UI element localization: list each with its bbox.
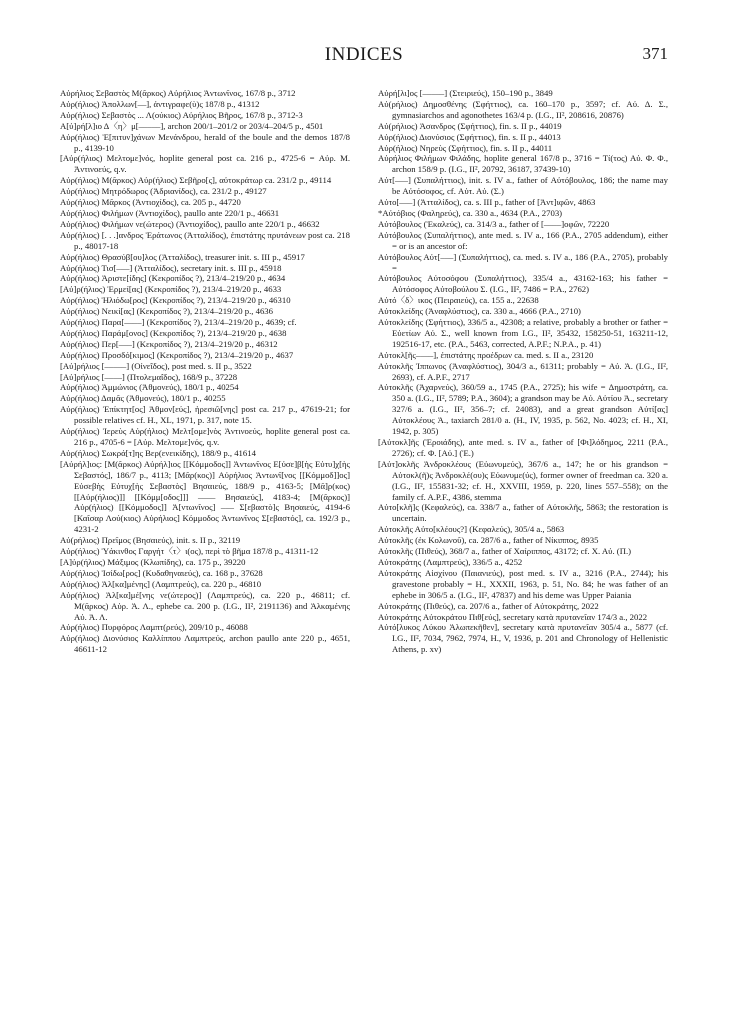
- index-entry: [Αὐρ(ήλιος) Μελτομε]νός, hoplite general post ca. 216 p., 4725-6 = Αὐρ. Μ. Ἀντινοεύς, q.v.: [60, 153, 350, 175]
- index-entry: Αὐρ(ήλιος) Ἡλιόδω[ρος] (Κεκροπίδος ?), 213/4–219/20 p., 46310: [60, 295, 291, 306]
- index-entry: Αὐρ(ήλιος) Δαμᾶς (Ἀθμονεύς), 180/1 p., 40255: [60, 393, 226, 404]
- index-entry: Αὐρήλιος Σεβαστὸς Μ(ᾶρκος) Αὐρήλιος Ἀντωνῖνος, 167/8 p., 3712: [60, 88, 296, 98]
- index-entry: Αὐρ(ήλιος) Φιλήμων (Ἀντιοχίδος), paullo ante 220/1 p., 46631: [60, 207, 280, 218]
- index-entry: Αὐρ(ήλιος) Ἰσίδω[ρος] (Κυδαθηναιεύς), ca. 168 p., 37628: [60, 567, 263, 578]
- running-head: INDICES: [324, 44, 404, 65]
- index-entry: Αὐρ(ήλιος) Νηρεὺς (Σφήττιος), fin. s. II p., 44011: [378, 142, 553, 153]
- index-entry: [Αὐρήλ]ιος: [Μ(ᾶρκος) Αὐρήλ]ιος [[Κόμμοδος]] Ἀντωνῖνος Ε[ὐσε]β[ὴς Εὐτυ]χ[ὴς Σεβαστός], 186/7 p., 4113; [Μᾶρ(κος)] Αὐρήλιος Ἀντωνῖ[νος [[Κόμμοδ]]ος] Εὐσεβὴς Εὐτυχ[ὴς Σεβαστὸς] Βησαιεύς, 188/9 p., 4163-5; [Μᾶ]ρ(κος) [[Αὐρ(ήλιος)]] [[Κόμμ[οδος]]] –––– Βησαιεύς], 4183-4; [Μ(ᾶρκος)] Αὐρ(ήλιος) [[Κόμμοδος]] Ἀ[ντωνῖνος] ––– Σ[εβαστὸ]ς Βησαιεύς, 4194-6 [Καῖσαρ Λού(κιος) Αὐρήλιος] Κόμμοδος Ἀντωνῖνος Σ[εβαστός], ca. 192/3 p., 4231-2: [60, 458, 350, 535]
- index-entry: Αὐτό[λυκος Λύκου Ἀλωπεκῆθεν], secretary κατὰ πρυτανεῖαν 305/4 a., 5877 (cf. I.G., II², 7034, 7962, 7974, H., V, 1936, p. 201 and Chronology of Hellenistic Athens, p. xv): [378, 622, 668, 655]
- index-entry: Αὐτοκλῆς (Πιθεύς), 368/7 a., father of Χαίριππος, 43172; cf. Χ. Αὐ. (Π.): [378, 546, 632, 557]
- index-entry: Αὐρ(ήλιος) Μητρόδωρος (Ἀδριανίδος), ca. 231/2 p., 49127: [60, 186, 267, 197]
- index-entry: Αὐρ(ήλιος) Σεβαστὸς ... Λ(ούκιος) Αὐρήλιος Βῆρος, 167/8 p., 3712-3: [60, 109, 303, 120]
- index-entry: Αὐρ(ήλιος) Ἀμμώνιος (Ἀθμονεύς), 180/1 p., 40254: [60, 382, 239, 393]
- page-header: [60, 44, 668, 78]
- index-entry: Αὐρή[λι]ος [–––––] (Στειριεύς), 150–190 p., 3849: [378, 88, 553, 98]
- index-entry: Αὐτ[–––] (Συπαλήττιος), init. s. IV a., father of Αὐτόβουλος, 186; the name may be Αὐτόσοφος, cf. Αὐτ. Αὐ. (Σ.): [378, 175, 668, 197]
- index-entry: Αὐρ(ήλιος) Ἀριστε[ίδης] (Κεκροπίδος ?), 213/4–219/20 p., 4634: [60, 273, 286, 284]
- index-entry: [Αὐ]ρήλιος [––––] (Πτολεμαΐδος), 168/9 p., 37228: [60, 371, 238, 382]
- index-entry: Αὐτοκράτης Αἰσχίνου (Παιανιεύς), post med. s. IV a., 3216 (P.A., 2744); his gravestone probably = H., XXXII, 1963, p. 51, No. 84; he was father of an ephebe in 306/5 a. (I.G., II², 47837) and his deme was Upper Paiania: [378, 567, 668, 600]
- index-entry: Αὐρ(ήλιος) Ἱερεὺς Αὐρ(ήλιος) Μελτ[ομε]νὸς Ἀντινοεύς, hoplite general post ca. 216 p., 4705-6 = [Αὐρ. Μελτομε]νός, q.v.: [60, 426, 350, 447]
- index-entry: Αὐρ(ήλιος) Διονύσιος Καλλίππου Λαμπτρεύς, archon paullo ante 220 p., 4651, 46611-12: [60, 633, 350, 655]
- index-entry: Αὐ(ρήλιος) Δημοσθένης (Σφήττιος), ca. 160–170 p., 3597; cf. Αὐ. Δ. Σ., gymnasiarchos and agonothetes 163/4 p. (I.G., II², 208616, 20876): [378, 98, 668, 120]
- index-entry: Αὐρ(ήλιος) Φιλήμων νε(ώτερος) (Ἀντιοχίδος), paullo ante 220/1 p., 46632: [60, 218, 320, 229]
- index-entry: Αὐρ(ήλιος) Ἀπολλων[––], ἀντιγραφε(ὺ)ς 187/8 p., 41312: [60, 98, 260, 109]
- index-entry: Αὐρ(ήλιος) [. . .]ανδρος Ἐράτωνος (Ἀτταλίδος), ἐπιστάτης πρυτάνεων post ca. 218 p., 48017-18: [60, 229, 350, 251]
- index-entry: Αὐτόβουλος (Συπαλήττιος), ante med. s. IV a., 166 (P.A., 2705 addendum), either = or is an ancestor of:: [378, 229, 668, 251]
- index-entry: Αὐτοκλῆς (ἐκ Κολωνοῦ), ca. 287/6 a., father of Νίκιππος, 8935: [378, 535, 599, 546]
- index-entry: Αὐρ(ήλιος) Ἐ[πιτυν]χάνων Μενάνδρου, herald of the boule and the demos 187/8 p., 4139-10: [60, 131, 350, 153]
- index-entry: Αὐρ(ήλιος) Μ(ᾶρκος) Αὐρ(ήλιος) Σεβῆρο[ς], αὐτοκράτωρ ca. 231/2 p., 49114: [60, 175, 332, 186]
- index-entry: Αὐρ(ήλιος) Πυρφόρος Λαμπτ(ρεύς), 209/10 p., 46088: [60, 622, 248, 633]
- index-entry: [Α]ὐρ(ήλιος) Μάξιμος (Κλωπίδης), ca. 175 p., 39220: [60, 556, 246, 567]
- index-entry: Αὐρ(ήλιος) Μᾶρκος (Ἀντιοχίδος), ca. 205 p., 44720: [60, 197, 241, 208]
- index-entry: Αὐτοκράτης (Πιθεύς), ca. 207/6 a., father of Αὐτοκράτης, 2022: [378, 600, 599, 611]
- index-entry: Αὐτόβουλος Αὐτ[–––] (Συπαλήττιος), ca. med. s. IV a., 186 (P.A., 2705), probably =: [378, 251, 668, 273]
- index-entry: Αὐτο[κλῆ]ς (Κεφαλεύς), ca. 338/7 a., father of Αὐτοκλῆς, 5863; the restoration is uncertain.: [378, 502, 668, 524]
- index-entry: [Αὐ]ρ(ήλιος) Ἑρμεί[ας] (Κεκροπίδος ?), 213/4–219/20 p., 4633: [60, 284, 282, 295]
- index-entry: Αὐτοκλ[ῆς––––], ἐπιστάτης προέδρων ca. med. s. II a., 23120: [378, 349, 594, 360]
- right-column: [378, 88, 668, 1013]
- index-entry: Αὐρ(ήλιος) Ὑάκινθος Γαργήτ〈τ〉ι(ος), περὶ τὸ βῆμα 187/8 p., 41311-12: [60, 546, 319, 557]
- index-entry: Αὐ(ρήλιος) Ἀσανδρος (Σφήττιος), fin. s. II p., 44019: [378, 120, 562, 131]
- index-entry: Αὐρήλιος Φιλήμων Φιλάδης, hoplite general 167/8 p., 3716 = Τί(τος) Αὐ. Φ. Φ., archon 158/9 p. (I.G., II², 20792, 36187, 37439-10): [378, 153, 668, 175]
- index-entry: Αὐτοκλῆς Αὐτο[κλέους?] (Κεφαλεύς), 305/4 a., 5863: [378, 524, 565, 535]
- index-entry: Αὐρ(ήλιος) Νεικί[ας] (Κεκροπίδος ?), 213/4–219/20 p., 4636: [60, 306, 273, 317]
- index-entry: *Αὐτόβιος (Φαληρεύς), ca. 330 a., 4634 (P.A., 2703): [378, 207, 563, 218]
- index-entry: Αὐτόβουλος Αὐτοσόφου (Συπαλήττιος), 335/4 a., 43162-163; his father = Αὐτόσοφος Αὐτοβούλου Σ. (I.G., II², 7486 = P.A., 2762): [378, 273, 668, 295]
- index-entry: Αὐτοκλῆς Ἱππωνος (Ἀναφλύστιος), 304/3 a., 61311; probably = Αὐ. Ἀ. (I.G., II², 2693), cf. A.P.F., 2717: [378, 360, 668, 382]
- index-entry: Αὐρ(ήλιος) Σωκρά[τ]ης Βερ(ενεικίδης), 188/9 p., 41614: [60, 447, 256, 458]
- left-column: [60, 88, 350, 1013]
- index-entry: Αὐρ(ήλιος) Παρα[––––] (Κεκροπίδος ?), 213/4–219/20 p., 4639; cf.: [60, 317, 297, 328]
- index-entry: Αὐρ(ήλιος) Προσδό[κιμος] (Κεκροπίδος ?), 213/4–219/20 p., 4637: [60, 349, 294, 360]
- index-entry: [Αὐτ]οκλῆς Ἀνδροκλέους (Εὐωνυμεύς), 367/6 a., 147; he or his grandson = Αὐτοκλ(ῆ)ς Ἀνδροκλέ(ου)ς Εὐωνυμε(ύς), former owner of freedman ca. 320 a. (I.G., II², 155831-32; cf. H., XXVIII, 1959, p. 220, lines 557–558); on the family cf. A.P.F., 4386, stemma: [378, 458, 668, 502]
- index-entry: Αὐτο[–––] (Ἀτταλίδος), ca. s. III p., father of [Ἀντ]ιφῶν, 4863: [378, 197, 596, 208]
- index-entry: Αὐρ(ήλιος) Παράμ[ονος] (Κεκροπίδος ?), 213/4–219/20 p., 4638: [60, 327, 287, 338]
- index-entry: Αὐτοκράτης (Λαμπτρεύς), 336/5 a., 4252: [378, 556, 523, 567]
- index-entry: Αὐτόβουλος (Ἐκαλεύς), ca. 314/3 a., father of [––––]οφῶν, 72220: [378, 218, 610, 229]
- index-entry: Αὐρ(ήλιος) Θρασύβ[ου]λος (Ἀτταλίδος), treasurer init. s. III p., 45917: [60, 251, 305, 262]
- index-entry: Αὐρ(ήλιος) Ἀλ[κα]μέ[νης νε(ώτερος)] (Λαμπτρεύς), ca. 220 p., 46811; cf. Μ(ᾶρκος) Αὐρ. Ἀ. Λ., ephebe ca. 200 p. (I.G., II², 2191136) and Ἀλκαμένης Αὐ. Ἀ. Λ.: [60, 589, 350, 622]
- index-entry: [Αὐ]ρήλιος [–––––] (Οἰνεΐδος), post med. s. II p., 3522: [60, 360, 252, 371]
- index-entry: Αὐρ(ήλιος) Ἀλ[κα]μένης] (Λαμπτρεύς), ca. 220 p., 46810: [60, 578, 262, 589]
- index-entry: Α[ὐ]ρή[λ]ιο Δ〈η〉μ[–––––], archon 200/1–201/2 or 203/4–204/5 p., 4501: [60, 120, 324, 131]
- index-entry: Αὐτό〈δ〉ικος (Πειραιεύς), ca. 155 a., 22638: [378, 295, 539, 306]
- index-entry: Αὐτοκλῆς (Ἀχαρνεύς), 360/59 a., 1745 (P.A., 2725); his wife = Δημοστράτη, ca. 350 a. (I.G., II², 5789; P.A., 3604); a grandson may be Αὐ. Αὐτίου Ἀ., secretary 327/6 a. (I.G., II², 356–7; cf. 24083), and a great grandson Αὐτί[ας] Αὐτοκλέους Ἀ., taxiarch 281/0 a. (H., IV, 1935, p. 562, No. 4023; cf. H., XI, 1942, p. 305): [378, 382, 668, 437]
- page-number: 371: [642, 44, 668, 63]
- index-entry: Αὐτοκλείδης (Σφήττιος), 336/5 a., 42308; a relative, probably a brother or father = Εὐετίων Αὐ. Σ., well known from I.G., II², 35432, 158250-51, 163211-12, 192516-17, etc. (P.A., 5463, corrected, A.P.F.; N.P.A., p. 41): [378, 317, 668, 349]
- index-entry: [Αὐτοκλ]ῆς (Ἐροιάδης), ante med. s. IV a., father of [Φι]λόδημος, 2211 (P.A., 2726); cf. Φ. [Αὐ.] (Ἐ.): [378, 437, 668, 458]
- index-entry: Αὐρ(ήλιος) Ἐπίκτητ[ος] Ἀθμον[εύς], ἡρεσιῶ[νης] post ca. 217 p., 47619-21; for possible relatives cf. H., XL, 1971, p. 317, note 15.: [60, 404, 350, 426]
- index-entry: Αὐρ(ήλιος) Περ[–––] (Κεκροπίδος ?), 213/4–219/20 p., 46312: [60, 338, 278, 349]
- index-entry: Αὐρ(ήλιος) Διονύσιος (Σφήττιος), fin. s. II p., 44013: [378, 131, 561, 142]
- index-entry: Αὐτοκράτης Αὐτοκράτου Πιθ[εύς], secretary κατὰ πρυτανεῖαν 174/3 a., 2022: [378, 611, 648, 622]
- index-entry: Αὐρ(ήλιος) Τισ[–––] (Ἀτταλίδος), secretary init. s. III p., 45918: [60, 262, 282, 273]
- index-entry: Αὐτοκλείδης (Ἀναφλύστιος), ca. 330 a., 4666 (P.A., 2710): [378, 306, 581, 317]
- index-entry: Αὐ(ρήλιος) Πρεῖμος (Βησαιεύς), init. s. II p., 32119: [60, 535, 241, 546]
